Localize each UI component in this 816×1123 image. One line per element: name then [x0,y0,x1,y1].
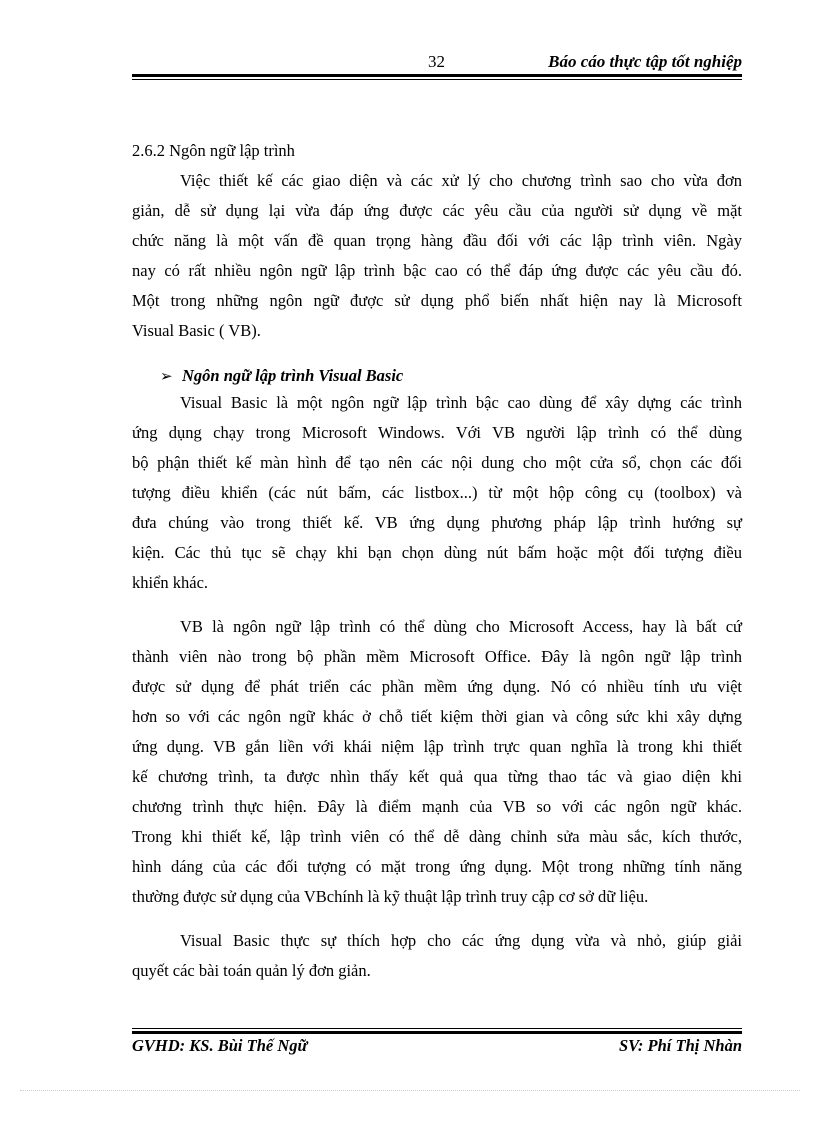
arrow-bullet-icon: ➢ [160,369,173,385]
para3-line: được sử dụng để phát triển các phần mềm ứng dụng. Nó có nhiều tính ưu việt [132,677,742,696]
student-name: SV: Phí Thị Nhàn [618,1036,742,1055]
page-number: 32 [428,52,445,71]
para1-line: Việc thiết kế các giao diện và các xử lý cho chương trình sao cho vừa đơn [180,171,742,190]
page-footer [132,1036,742,1060]
report-title: Báo cáo thực tập tốt nghiệp [548,52,742,71]
para4-line: quyết các bài toán quản lý đơn giản. [132,961,371,980]
bullet-heading-text: Ngôn ngữ lập trình Visual Basic [182,366,404,385]
para3-line: thành viên nào trong bộ phần mềm Microsoft Office. Đây là ngôn ngữ lập trình [132,647,742,666]
para3-line: ứng dụng. VB gắn liền với khái niệm lập trình trực quan nghĩa là trong khi thiết [132,737,742,756]
para4-line: Visual Basic thực sự thích hợp cho các ứng dụng vừa và nhỏ, giúp giải [180,931,742,950]
para2-line: đưa chúng vào trong thiết kế. VB ứng dụng phương pháp lập trình hướng sự [132,513,742,532]
para1-line: Visual Basic ( VB). [132,321,261,340]
para2-line: khiển khác. [132,573,209,592]
para2-line: bộ phận thiết kế màn hình để tạo nên các nội dung cho một cửa sổ, chọn các đối [132,453,742,472]
para2-line: kiện. Các thủ tục sẽ chạy khi bạn chọn dùng nút bấm hoặc một đối tượng điều [132,543,742,562]
page-edge-dotted-line [20,1090,800,1091]
bullet-heading [160,366,403,392]
header-rule-thick [132,74,742,77]
para3-line: hình dáng của các đối tượng có mặt trong ứng dụng. Một trong những tính năng [132,857,742,876]
para2-line: tượng điều khiển (các nút bấm, các listbox...) từ một hộp công cụ (toolbox) và [132,483,742,502]
para3-line: kế chương trình, ta được nhìn thấy kết quả qua từng thao tác và giao diện khi [132,767,742,786]
para3-line: thường được sử dụng của VBchính là kỹ thuật lập trình truy cập cơ sở dữ liệu. [132,887,649,906]
para3-line: chương trình thực hiện. Đây là điểm mạnh của VB so với các ngôn ngữ khác. [132,797,742,816]
para1-line: Một trong những ngôn ngữ được sử dụng phổ biến nhất hiện nay là Microsoft [132,291,742,310]
section-heading: 2.6.2 Ngôn ngữ lập trình [132,141,295,160]
para3-line: hơn so với các ngôn ngữ khác ở chỗ tiết kiệm thời gian và công sức khi xây dựng [132,707,742,726]
header-rule-thin [132,79,742,80]
para3-line: Trong khi thiết kế, lập trình viên có thể dễ dàng chỉnh sửa màu sắc, kích thước, [132,827,742,846]
para1-line: nay có rất nhiều ngôn ngữ lập trình bậc cao có thể đáp ứng được các yêu cầu đó. [132,261,742,280]
footer-rule-thick [132,1031,742,1034]
para2-line: ứng dụng chạy trong Microsoft Windows. Với VB người lập trình có thể dùng [132,423,742,442]
advisor-name: GVHD: KS. Bùi Thế Ngữ [132,1036,308,1055]
footer-rule-thin [132,1028,742,1029]
para1-line: giản, dễ sử dụng lại vừa đáp ứng được các yêu cầu của người sử dụng về mặt [132,201,742,220]
para3-line: VB là ngôn ngữ lập trình có thể dùng cho Microsoft Access, hay là bất cứ [180,617,742,636]
para1-line: chức năng là một vấn đề quan trọng hàng đầu đối với các lập trình viên. Ngày [132,231,742,250]
para2-line: Visual Basic là một ngôn ngữ lập trình bậc cao dùng để xây dựng các trình [180,393,742,412]
